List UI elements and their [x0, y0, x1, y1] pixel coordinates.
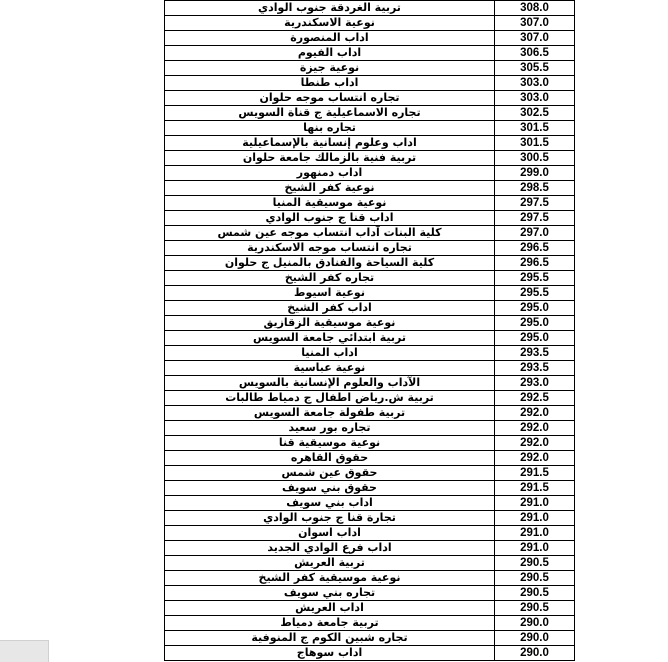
table-row [165, 121, 575, 136]
score-cell: 290.5 [495, 601, 575, 616]
score-cell: 306.5 [495, 46, 575, 61]
faculty-name-cell: تربية ابتدائي جامعة السويس [165, 331, 495, 346]
table-row [165, 91, 575, 106]
score-cell: 290.5 [495, 571, 575, 586]
score-cell: 295.5 [495, 271, 575, 286]
table-row [165, 646, 575, 661]
table-row [165, 511, 575, 526]
score-cell: 295.5 [495, 286, 575, 301]
score-cell: 296.5 [495, 256, 575, 271]
table-row [165, 526, 575, 541]
table-row [165, 181, 575, 196]
faculty-name-cell: اداب المنصورة [165, 31, 495, 46]
score-cell: 295.0 [495, 301, 575, 316]
score-cell: 291.5 [495, 466, 575, 481]
faculty-name-cell: تجارة قنا ج جنوب الوادي [165, 511, 495, 526]
score-cell: 290.0 [495, 646, 575, 661]
score-cell: 301.5 [495, 136, 575, 151]
score-cell: 291.0 [495, 541, 575, 556]
table-row [165, 496, 575, 511]
table-row [165, 391, 575, 406]
faculty-name-cell: تجاره انتساب موجه حلوان [165, 91, 495, 106]
faculty-name-cell: حقوق بني سويف [165, 481, 495, 496]
table-row [165, 556, 575, 571]
score-cell: 293.5 [495, 361, 575, 376]
score-cell: 297.5 [495, 196, 575, 211]
table-row [165, 571, 575, 586]
table-row [165, 136, 575, 151]
faculty-name-cell: نوعية موسيقية المنيا [165, 196, 495, 211]
faculty-name-cell: تجاره بني سويف [165, 586, 495, 601]
table-row [165, 586, 575, 601]
faculty-name-cell: تربية جامعة دمياط [165, 616, 495, 631]
faculty-name-cell: اداب كفر الشيخ [165, 301, 495, 316]
table-row [165, 211, 575, 226]
score-cell: 292.5 [495, 391, 575, 406]
score-cell: 290.0 [495, 631, 575, 646]
faculty-name-cell: اداب المنيا [165, 346, 495, 361]
score-cell: 292.0 [495, 421, 575, 436]
table-row [165, 436, 575, 451]
faculty-name-cell: تربية طفولة جامعة السويس [165, 406, 495, 421]
score-cell: 305.5 [495, 61, 575, 76]
corner-artifact [0, 640, 49, 662]
score-cell: 291.0 [495, 526, 575, 541]
table-row [165, 361, 575, 376]
faculty-name-cell: نوعية الاسكندرية [165, 16, 495, 31]
score-cell: 291.0 [495, 496, 575, 511]
score-cell: 308.0 [495, 1, 575, 16]
faculty-name-cell: اداب بني سويف [165, 496, 495, 511]
faculty-name-cell: تربية الغردقة جنوب الوادي [165, 1, 495, 16]
table-row [165, 61, 575, 76]
faculty-name-cell: نوعية اسيوط [165, 286, 495, 301]
table-row [165, 166, 575, 181]
table-row [165, 601, 575, 616]
faculty-name-cell: اداب وعلوم إنسانية بالإسماعيلية [165, 136, 495, 151]
table-row [165, 271, 575, 286]
faculty-name-cell: اداب سوهاج [165, 646, 495, 661]
table-row [165, 301, 575, 316]
score-cell: 292.0 [495, 436, 575, 451]
score-cell: 303.0 [495, 91, 575, 106]
table-row [165, 346, 575, 361]
score-cell: 302.5 [495, 106, 575, 121]
faculty-name-cell: كلية البنات آداب انتساب موجه عين شمس [165, 226, 495, 241]
score-cell: 291.0 [495, 511, 575, 526]
score-cell: 297.0 [495, 226, 575, 241]
faculty-name-cell: نوعية موسيقية كفر الشيخ [165, 571, 495, 586]
table-row [165, 421, 575, 436]
faculty-name-cell: اداب طنطا [165, 76, 495, 91]
table-row [165, 481, 575, 496]
table-body [165, 1, 575, 661]
score-cell: 307.0 [495, 16, 575, 31]
faculty-name-cell: كلية السياحة والفنادق بالمنيل ج حلوان [165, 256, 495, 271]
faculty-name-cell: تربية فنية بالزمالك جامعة حلوان [165, 151, 495, 166]
faculty-name-cell: الآداب والعلوم الإنسانية بالسويس [165, 376, 495, 391]
score-cell: 301.5 [495, 121, 575, 136]
table-row [165, 376, 575, 391]
score-cell: 290.5 [495, 586, 575, 601]
table-row [165, 541, 575, 556]
table-row [165, 256, 575, 271]
table-row [165, 46, 575, 61]
faculty-name-cell: نوعية موسيقية قنا [165, 436, 495, 451]
score-cell: 292.0 [495, 451, 575, 466]
table-row [165, 76, 575, 91]
table-row [165, 1, 575, 16]
faculty-name-cell: تجاره الاسماعيلية ج قناة السويس [165, 106, 495, 121]
faculty-name-cell: تجاره انتساب موجه الاسكندرية [165, 241, 495, 256]
score-cell: 295.0 [495, 331, 575, 346]
faculty-name-cell: اداب العريش [165, 601, 495, 616]
faculty-name-cell: تربية العريش [165, 556, 495, 571]
faculty-name-cell: اداب دمنهور [165, 166, 495, 181]
faculty-name-cell: تجاره شبين الكوم ج المنوفية [165, 631, 495, 646]
table-row [165, 466, 575, 481]
score-cell: 307.0 [495, 31, 575, 46]
admission-scores-table [164, 0, 575, 661]
score-cell: 295.0 [495, 316, 575, 331]
score-cell: 299.0 [495, 166, 575, 181]
faculty-name-cell: اداب فرع الوادي الجديد [165, 541, 495, 556]
table-row [165, 631, 575, 646]
table-row [165, 196, 575, 211]
table-row [165, 16, 575, 31]
score-cell: 297.5 [495, 211, 575, 226]
score-cell: 290.0 [495, 616, 575, 631]
score-cell: 292.0 [495, 406, 575, 421]
score-cell: 300.5 [495, 151, 575, 166]
score-cell: 296.5 [495, 241, 575, 256]
score-cell: 291.5 [495, 481, 575, 496]
table-row [165, 31, 575, 46]
table-row [165, 316, 575, 331]
faculty-name-cell: تجاره بنها [165, 121, 495, 136]
table-row [165, 616, 575, 631]
faculty-name-cell: تجاره كفر الشيخ [165, 271, 495, 286]
faculty-name-cell: نوعية عباسية [165, 361, 495, 376]
score-cell: 293.5 [495, 346, 575, 361]
score-cell: 298.5 [495, 181, 575, 196]
table-row [165, 241, 575, 256]
faculty-name-cell: اداب اسوان [165, 526, 495, 541]
score-cell: 290.5 [495, 556, 575, 571]
table-row [165, 226, 575, 241]
table-row [165, 106, 575, 121]
faculty-name-cell: تجاره بور سعيد [165, 421, 495, 436]
score-cell: 303.0 [495, 76, 575, 91]
faculty-name-cell: نوعية جيزة [165, 61, 495, 76]
table-row [165, 406, 575, 421]
score-cell: 293.0 [495, 376, 575, 391]
faculty-name-cell: تربية ش.رياض اطفال ج دمياط طالبات [165, 391, 495, 406]
faculty-name-cell: حقوق القاهره [165, 451, 495, 466]
table-row [165, 331, 575, 346]
faculty-name-cell: اداب قنا ج جنوب الوادي [165, 211, 495, 226]
faculty-name-cell: نوعية موسيقية الزقازيق [165, 316, 495, 331]
faculty-name-cell: حقوق عين شمس [165, 466, 495, 481]
table-row [165, 151, 575, 166]
faculty-name-cell: اداب الفيوم [165, 46, 495, 61]
table-row [165, 286, 575, 301]
faculty-name-cell: نوعية كفر الشيخ [165, 181, 495, 196]
table-row [165, 451, 575, 466]
